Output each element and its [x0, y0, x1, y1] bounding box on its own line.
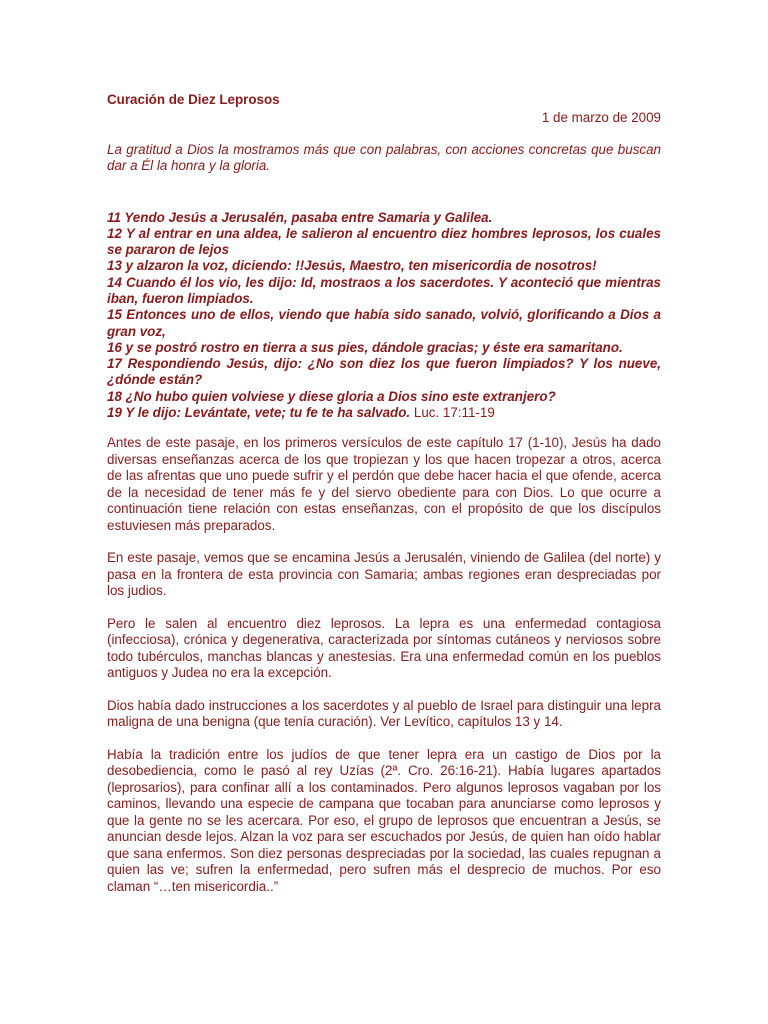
- scripture-passage: [107, 210, 661, 422]
- verse-13: 13 y alzaron la voz, diciendo: !!Jesús, Maestro, ten misericordia de nosotros!: [107, 258, 597, 274]
- verse-19-text: 19 Y le dijo: Levántate, vete; tu fe te ha salvado.: [107, 405, 411, 421]
- scripture-citation: Luc. 17:11-19: [413, 405, 495, 421]
- body-paragraph-1: Antes de este pasaje, en los primeros versículos de este capítulo 17 (1-10), Jesús ha dado diversas enseñanzas acerca de los que tropiezan y los que hacen tropezar a otros, acerca de las afrentas que uno puede sufrir y el perdón que debe hacer hacia el que ofende, acerca de la necesidad de tener más fe y del siervo obediente para con Dios. Lo que ocurre a continuación tiene relación con estas enseñanzas, con el propósito de que los discípulos estuviesen más preparados.: [107, 435, 661, 533]
- verse-14: 14 Cuando él los vio, les dijo: Id, mostraos a los sacerdotes. Y aconteció que mientras iban, fueron limpiados.: [107, 274, 661, 306]
- body-paragraph-2: En este pasaje, vemos que se encamina Jesús a Jerusalén, viniendo de Galilea (del norte) y pasa en la frontera de esta provincia con Samaria; ambas regiones eran despreciadas por los judios.: [107, 550, 661, 599]
- body-paragraph-3: Pero le salen al encuentro diez leprosos. La lepra es una enfermedad contagiosa (infecciosa), crónica y degenerativa, caracterizada por síntomas cutáneos y nerviosos sobre todo tubérculos, manchas blancas y anestesias. Era una enfermedad común en los pueblos antiguos y Judea no era la excepción.: [107, 615, 661, 681]
- verse-19: [107, 405, 661, 421]
- verse-16: 16 y se postró rostro en tierra a sus pies, dándole gracias; y éste era samaritano.: [107, 339, 623, 355]
- verse-18: 18 ¿No hubo quien volviese y diese gloria a Dios sino este extranjero?: [107, 388, 556, 404]
- verse-17: 17 Respondiendo Jesús, dijo: ¿No son diez los que fueron limpiados? Y los nueve, ¿dónde están?: [107, 356, 661, 388]
- verse-12: 12 Y al entrar en una aldea, le salieron al encuentro diez hombres leprosos, los cuales se pararon de lejos: [107, 225, 661, 258]
- document-date: 1 de marzo de 2009: [541, 110, 661, 125]
- verse-15: 15 Entonces uno de ellos, viendo que había sido sanado, volvió, glorificando a Dios a gran voz,: [107, 307, 661, 339]
- body-paragraph-4: Dios había dado instrucciones a los sacerdotes y al pueblo de Israel para distinguir una lepra maligna de una benigna (que tenía curación). Ver Levítico, capítulos 13 y 14.: [107, 697, 661, 730]
- body-paragraph-5: Había la tradición entre los judíos de que tener lepra era un castigo de Dios por la desobediencia, como le pasó al rey Uzías (2ª. Cro. 26:16-21). Había lugares apartados (leprosarios), para confinar allí a los contaminados. Pero algunos leprosos vagaban por los caminos, llevando una especie de campana que tocaban para anunciarse como leprosos y que la gente no se les acercara. Por eso, el grupo de leprosos que encuentran a Jesús, se anuncian desde lejos. Alzan la voz para ser escuchados por Jesús, de quien han oído hablar que sana enfermos. Son diez personas despreciadas por la sociedad, las cuales repugnan a quien las ve; sufren la enfermedad, pero sufren más el desprecio de muchos. Por eso claman “…ten misericordia..”: [107, 746, 661, 894]
- document-content: [107, 92, 661, 895]
- intro-paragraph: La gratitud a Dios la mostramos más que con palabras, con acciones concretas que buscan dar a Él la honra y la gloria.: [107, 141, 661, 173]
- verse-11: 11 Yendo Jesús a Jerusalén, pasaba entre Samaria y Galilea.: [107, 209, 493, 225]
- document-title: Curación de Diez Leprosos: [107, 92, 280, 107]
